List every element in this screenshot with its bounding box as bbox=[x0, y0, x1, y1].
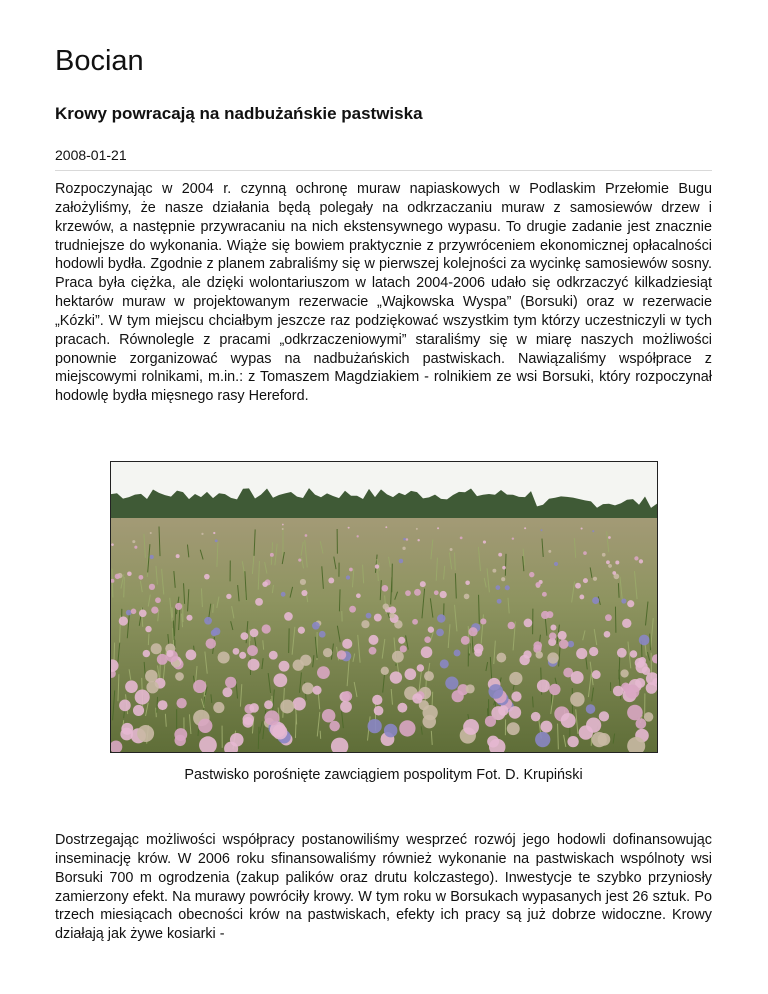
meadow-photo bbox=[110, 461, 658, 753]
article-paragraph-1: Rozpoczynając w 2004 r. czynną ochronę muraw napiaskowych w Podlaskim Przełomie Bugu założyliśmy, że nasze działania będą polegały na odkrzaczaniu muraw z samosiewów drzew i krzewów, a następnie przywracaniu na nich ekstensywnego wypasu. To drugie zadanie jest znacznie trudniejsze do wykonania. Wiąże się bowiem praktycznie z przywróceniem ekonomicznej opłacalności hodowli bydła. Zgodnie z planem zabraliśmy się w pierwszej kolejności za wycinkę samosiewów sosny. Praca była ciężka, ale dzięki wolontariuszom w latach 2004-2006 udało się odkrzaczyć kilkadziesiąt hektarów muraw w projektowanym rezerwacie „Wajkowska Wyspa” (Borsuki) oraz w rezerwacie „Kózki”. W tym miejscu chciałbym jeszcze raz podziękować wszystkim tym którzy uczestniczyli w tych pracach. Równolegle z pracami „odkrzaczeniowymi” staraliśmy się w miarę naszych możliwości ponownie zorganizować wypas na nadbużańskich pastwiskach. Nawiązaliśmy współprace z miejscowymi rolnikami, m.in.: z Tomaszem Magdziakiem - rolnikiem ze wsi Borsuki, który rozpoczynał hodowlę bydła mięsnego rasy Hereford. bbox=[55, 181, 712, 405]
article-paragraph-2: Dostrzegając możliwości współpracy postanowiliśmy wesprzeć rozwój jego hodowli dofinansowując inseminację krów. W 2006 roku sfinansowaliśmy również wykonanie na pastwiskach wspólnoty wsi Borsuki 700 m ogrodzenia (zakup palików oraz drutu kolczastego). Inwestycje te szybko przyniosły zamierzony efekt. Na murawy powróciły krowy. W tym roku w Borsukach wypasanych jest 26 sztuk. Po trzech miesiącach obecności krów na pastwiskach, efekty ich pracy są już dobrze widoczne. Krowy działają jak żywe kosiarki - bbox=[55, 832, 712, 943]
article-title: Krowy powracają na nadbużańskie pastwiska bbox=[55, 104, 423, 123]
meadow-illustration bbox=[111, 462, 657, 752]
photo-caption: Pastwisko porośnięte zawciągiem pospolitym Fot. D. Krupiński bbox=[184, 767, 583, 783]
divider bbox=[55, 170, 712, 171]
site-title: Bocian bbox=[55, 45, 144, 77]
article-date: 2008-01-21 bbox=[55, 147, 127, 163]
